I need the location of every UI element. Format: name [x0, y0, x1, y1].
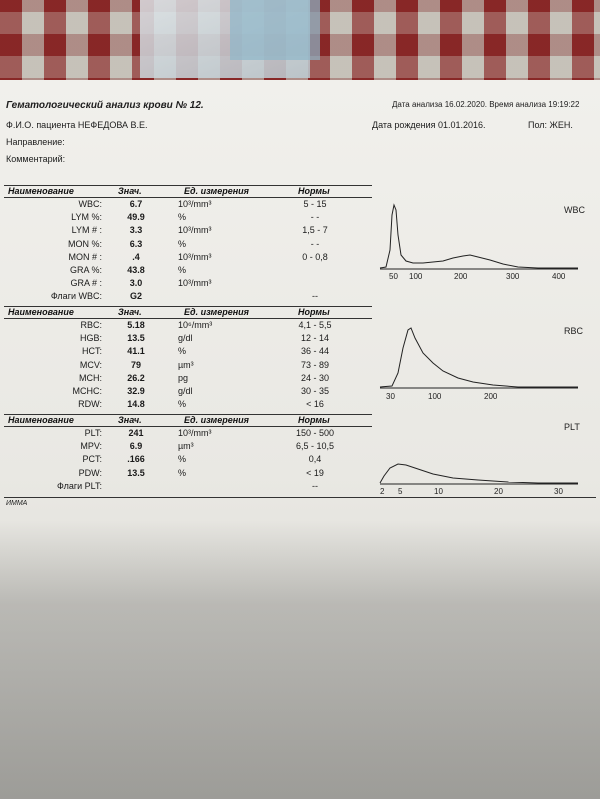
wbc-tick: 400 [552, 272, 566, 281]
param-value: 14.8 [127, 399, 145, 410]
rbc-tick: 200 [484, 392, 498, 401]
table-row [0, 278, 372, 289]
param-norm: 5 - 15 [303, 199, 327, 209]
param-unit: g/dl [178, 333, 193, 344]
param-norm: 12 - 14 [300, 333, 330, 344]
col-header-value: Знач. [118, 307, 142, 317]
param-unit: pg [178, 372, 189, 383]
wbc-tick: 300 [506, 272, 520, 281]
col-header-norm: Нормы [298, 415, 330, 425]
photo-shadow [0, 520, 600, 799]
param-unit: 10³/mm³ [178, 251, 212, 262]
plt-curve [380, 464, 578, 483]
birth-date: Дата рождения 01.01.2016. [372, 120, 486, 130]
param-norm: 150 - 500 [295, 428, 335, 438]
param-unit: % [178, 399, 187, 410]
param-norm: 24 - 30 [300, 372, 330, 383]
param-unit: % [178, 346, 187, 357]
param-name: LYM %: [71, 212, 102, 223]
col-header-unit: Ед. измерения [184, 307, 249, 317]
table-row [0, 320, 372, 331]
param-value: 79 [130, 359, 141, 370]
table-row [0, 225, 372, 236]
comment-label: Комментарий: [6, 154, 66, 164]
table-row [0, 360, 372, 371]
col-header-name: Наименование [8, 307, 74, 317]
param-name: GRA # : [70, 278, 102, 289]
param-value: 43.8 [127, 265, 145, 275]
param-unit: 10³/mm³ [178, 199, 212, 209]
patient-name: Ф.И.О. пациента НЕФЕДОВА В.Е. [6, 120, 148, 130]
param-value: 41.1 [127, 346, 145, 357]
col-header-norm: Нормы [298, 186, 330, 196]
divider [4, 318, 372, 319]
param-value: 3.3 [129, 225, 143, 236]
rbc-chart-label: RBC [564, 326, 584, 336]
param-norm: -- [312, 291, 318, 302]
report-title: Гематологический анализ крови № 12. [6, 100, 204, 111]
param-name: LYM # : [71, 225, 102, 236]
table-row [0, 399, 372, 410]
param-name: HCT: [82, 346, 102, 357]
param-value: 26.2 [127, 372, 145, 383]
param-value: .4 [132, 251, 140, 262]
rbc-tick: 30 [386, 392, 395, 401]
param-name: RBC: [80, 320, 102, 330]
param-name: MCV: [79, 359, 102, 370]
table-row [0, 291, 372, 302]
analysis-date: Дата анализа 16.02.2020. Время анализа 19:19:22 [392, 100, 580, 109]
col-header-value: Знач. [118, 186, 142, 196]
rbc-histogram [378, 318, 593, 403]
param-norm: 0,4 [308, 454, 322, 465]
table-row [0, 265, 372, 276]
param-name: PLT: [84, 428, 102, 438]
param-unit: g/dl [178, 386, 193, 396]
param-name: WBC: [78, 199, 102, 209]
param-unit: 10⁶/mm³ [178, 320, 213, 330]
param-unit: % [178, 238, 187, 249]
blue-packet [230, 0, 320, 60]
param-name: PDW: [78, 467, 102, 478]
plt-tick: 5 [398, 487, 403, 496]
param-unit: 10³/mm³ [178, 278, 212, 289]
param-norm: 0 - 0,8 [302, 251, 328, 262]
param-unit: µm³ [178, 441, 194, 452]
col-header-unit: Ед. измерения [184, 186, 249, 196]
param-name: MCH: [79, 372, 102, 383]
param-unit: % [178, 467, 187, 478]
param-value: 13.5 [127, 333, 145, 344]
col-header-norm: Нормы [298, 307, 330, 317]
table-row [0, 346, 372, 357]
wbc-histogram [378, 195, 593, 285]
table-row [0, 454, 372, 465]
param-value: 13.5 [127, 467, 145, 478]
wbc-curve [380, 205, 578, 268]
param-norm: 36 - 44 [300, 346, 330, 357]
param-norm: < 19 [306, 467, 324, 478]
param-value: .166 [127, 454, 145, 465]
plt-tick: 2 [380, 487, 385, 496]
param-unit: % [178, 265, 187, 275]
param-name: PCT: [82, 454, 102, 465]
table-row [0, 252, 372, 263]
table-row [0, 199, 372, 210]
param-name: MON %: [67, 238, 102, 249]
table-row [0, 441, 372, 452]
col-header-name: Наименование [8, 186, 74, 196]
param-name: RDW: [78, 399, 102, 410]
plt-tick: 30 [554, 487, 563, 496]
param-norm: < 16 [306, 399, 324, 410]
param-unit: 10³/mm³ [178, 225, 212, 236]
col-header-name: Наименование [8, 415, 74, 425]
param-norm: - - [310, 212, 320, 223]
param-unit: % [178, 454, 187, 465]
table-row [0, 212, 372, 223]
table-row [0, 481, 372, 492]
rbc-curve [380, 328, 578, 387]
param-unit: % [178, 212, 187, 223]
param-norm: - - [310, 238, 320, 249]
param-value: 6.9 [129, 441, 143, 452]
param-name: GRA %: [69, 265, 102, 275]
table-row [0, 428, 372, 439]
param-value: G2 [129, 291, 142, 302]
col-header-unit: Ед. измерения [184, 415, 249, 425]
plt-chart-label: PLT [564, 422, 580, 432]
param-value: 6.3 [129, 238, 143, 249]
footer-imma: ИММА [6, 500, 28, 507]
table-row [0, 239, 372, 250]
divider [4, 197, 372, 198]
param-name: Флаги WBC: [50, 291, 102, 302]
param-value: 32.9 [127, 386, 145, 396]
param-name: MCHC: [72, 386, 102, 396]
wbc-tick: 100 [409, 272, 423, 281]
plt-tick: 10 [434, 487, 443, 496]
table-row [0, 468, 372, 479]
param-norm: 73 - 89 [300, 359, 330, 370]
wbc-chart-label: WBC [564, 205, 585, 215]
param-name: Флаги PLT: [57, 480, 102, 491]
col-header-value: Знач. [118, 415, 142, 425]
param-name: HGB: [79, 333, 102, 344]
param-name: MPV: [80, 441, 102, 452]
param-norm: 6,5 - 10,5 [295, 441, 335, 452]
param-norm: 4,1 - 5,5 [298, 320, 332, 330]
table-row [0, 386, 372, 397]
direction-label: Направление: [6, 137, 65, 147]
plt-tick: 20 [494, 487, 503, 496]
param-value: 241 [128, 428, 144, 438]
plt-histogram [378, 418, 593, 498]
param-norm: -- [312, 480, 318, 491]
param-name: MON # : [68, 251, 102, 262]
rbc-tick: 100 [428, 392, 442, 401]
wbc-tick: 50 [389, 272, 398, 281]
param-unit: 10³/mm³ [178, 428, 212, 438]
divider [4, 426, 372, 427]
param-unit: µm³ [178, 359, 194, 370]
param-norm: 1,5 - 7 [302, 225, 328, 236]
param-value: 49.9 [127, 212, 145, 223]
table-row [0, 333, 372, 344]
param-value: 3.0 [129, 278, 143, 289]
param-norm: 30 - 35 [300, 386, 330, 396]
patient-sex: Пол: ЖЕН. [528, 120, 573, 130]
wbc-tick: 200 [454, 272, 468, 281]
param-value: 5.18 [127, 320, 145, 330]
param-value: 6.7 [129, 199, 143, 209]
table-row [0, 373, 372, 384]
